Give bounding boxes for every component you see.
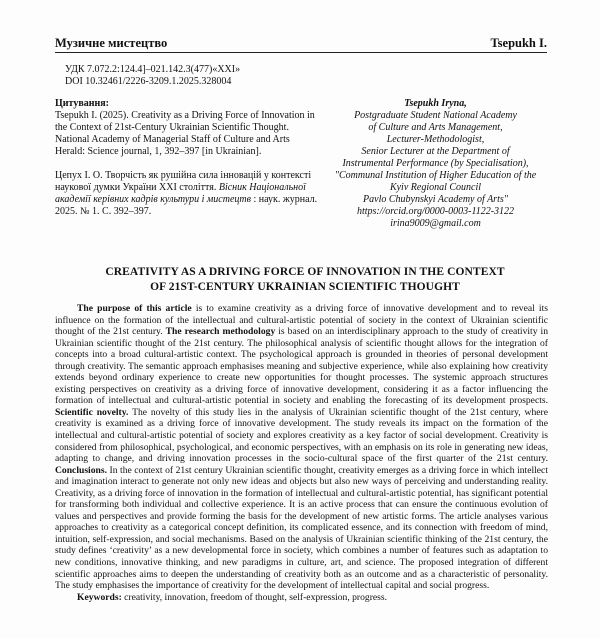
udk-doi-block [65, 64, 240, 88]
citation-uk-tail: : наук. журнал. 2025. № 1. С. 392–397. [55, 194, 318, 217]
citation-uk-journal: Вісник Національної академії керівних кадрів культури і мистецтв [55, 182, 306, 205]
author-affiliation-line: of Culture and Arts Management, [368, 122, 503, 133]
article-title-line: CREATIVITY AS A DRIVING FORCE OF INNOVATION IN THE CONTEXT [105, 266, 505, 278]
author-affiliation-line: Senior Lecturer at the Department of [361, 146, 510, 157]
author-affiliation-line: Instrumental Performance (by Specialisation), [342, 158, 529, 169]
author-orcid-link[interactable]: https://orcid.org/0000-0003-1122-3122 [356, 206, 515, 217]
novelty-text: The novelty of this study lies in the analysis of Ukrainian scientific thought of the 21st century, where creativity is examined as a driving force of innovative development. The study reveals its impact on the formation of the intellectual and cultural-artistic potential of society and explores creativity as a key factor of social development. Creativity is considered from philosophical, psychological, and economic perspectives, with an emphasis on its role in generating new ideas, adapting to change, and driving innovation processes in the socio-cultural space of the first quarter of the 21st century. [55, 406, 548, 465]
keywords-text: creativity, innovation, freedom of thought, self-expression, progress. [121, 591, 388, 603]
author-affiliation-line: Postgraduate Student National Academy [354, 110, 517, 121]
citation-uk-plain: Цепух І. О. Творчість як рушійна сила інновацій у контексті наукової думки України XXI століття. [55, 170, 312, 193]
methodology-label: The research methodology [165, 326, 276, 338]
keywords-label: Keywords: [77, 591, 122, 603]
methodology-text: is based on an interdisciplinary approach to the study of creativity in Ukrainian scientific thought of the 21st century. The philosophical analysis of scientific thought allows for the integration of concepts into a broad cultural-artistic context. The psychological approach is grounded in theories of personal development through creativity. The semantic approach emphasises meaning and subjective experience, while also explaining how creativity extends beyond ordinary experience to create new opportunities for thought processes. The systemic approach structures existing perspectives on creativity as a driving force of innovative development, considering it as a factor influencing the formation of intellectual and cultural-artistic potential in society and enabling the forecasting of its development prospects. [55, 326, 548, 407]
author-affiliation-line: Kyiv Regional Council [389, 182, 482, 193]
article-title [60, 265, 550, 295]
running-header [55, 36, 547, 51]
abstract [55, 303, 548, 603]
citation-label: Цитування: [55, 98, 109, 109]
citation-block [55, 98, 320, 218]
citation-english: Tsepukh I. (2025). Creativity as a Driving Force of Innovation in the Context of 21st-Century Ukrainian Scientific Thought. National Academy of Managerial Staff of Culture and Arts Herald: Science journal, 1, 392–397 [in Ukrainian]. [55, 110, 315, 157]
author-affiliation-line: Lecturer-Methodologist, [386, 134, 485, 145]
article-title-line: OF 21ST-CENTURY UKRAINIAN SCIENTIFIC THOUGHT [150, 281, 460, 293]
keywords-line [55, 592, 548, 604]
doi: DOI 10.32461/2226-3209.1.2025.328004 [65, 76, 232, 87]
udk-code: УДК 7.072.2:124.4]–021.142.3(477)«XXI» [65, 64, 241, 75]
conclusions-label: Conclusions. [55, 464, 107, 476]
citation-ukrainian [55, 170, 320, 218]
author-affiliation-line: "Communal Institution of Higher Education of the [334, 170, 537, 181]
purpose-text: is to examine creativity as a driving force of innovative development and to reveal its influence on the formation of the intellectual and cultural-artistic potential of society in the context of Ukrainian scientific thought of the 21st century. [55, 303, 548, 338]
header-rule [55, 52, 547, 53]
running-author: Tsepukh I. [490, 36, 547, 50]
novelty-label: Scientific novelty. [55, 406, 129, 418]
author-block [313, 98, 558, 230]
purpose-label: The purpose of this article [77, 303, 192, 314]
author-name: Tsepukh Iryna, [404, 98, 467, 109]
author-affiliation-line: Pavlo Chubynskyi Academy of Arts" [363, 194, 508, 205]
journal-section-title: Музичне мистецтво [55, 36, 168, 50]
author-email-link[interactable]: irina9009@gmail.com [390, 218, 481, 229]
abstract-paragraph [55, 303, 548, 592]
conclusions-text: In the context of 21st century Ukrainian scientific thought, creativity emerges as a driving force in which intellect and imagination interact to generate not only new ideas and objects but also new ways of perceiving and understanding reality. Creativity, as a driving force of innovation in the formation of intellectual and cultural-artistic potential, has significant potential for transforming both individual and collective experience. It is an active process that can ensure the continuous evolution of values and perspectives and provide forming the basis for the development of new artistic forms. The article analyses various approaches to creativity as a categorical concept definition, its complicated essence, and its connection with freedom of mind, intuition, self-expression, and social mechanisms. Based on the analysis of Ukrainian scientific thinking of the 21st century, the study defines ‘creativity’ as a new developmental force in society, which combines a number of features such as adaptation to new conditions, innovative thinking, and new paradigms in culture, art, and science. The proposed integration of different scientific approaches aims to deepen the understanding of creativity both as an outcome and as a characteristic of personality. The study emphasises the importance of creativity for the development of intellectual capital and social progress. [55, 464, 548, 592]
